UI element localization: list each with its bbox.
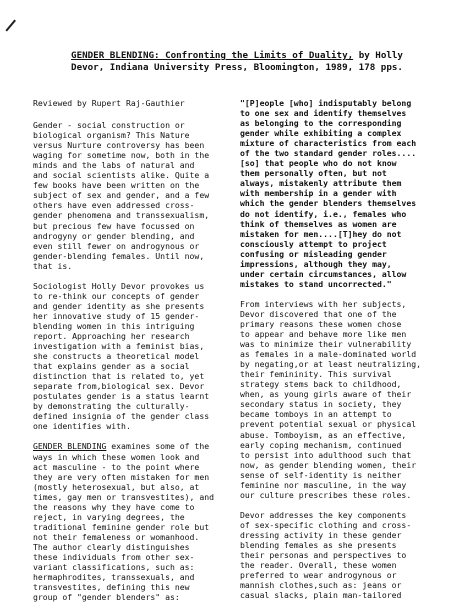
left-paragraph-2: Sociologist Holly Devor provokes us to re-think our concepts of gender and gender identity as she presents her innovative study of 15 gender- blending women in this intriguing report. Approaching her research investigation with a feminist bias, she constructs a theoretical model that explains gender as a social distinction that is related to, yet separate from,biological sex. Devor postulates gender is a status learnt by demonstrating the culturally- defined insignia of the gender class one identifies with.	[33, 280, 210, 432]
title-author-prefix: by Holly	[358, 50, 403, 61]
left-paragraph-3-text: examines some of the ways in which these women look and act masculine - to the point where they are very often mistaken for men (mostly heterosexual, but also, at times, gay men or transvestites), and the reasons why they have come to reject, in varying degrees, the traditional feminine gender role but not their femaleness or womanhood. The author clearly distinguishes these individuals from other sex- variant classifications, such as: hermaphrodites, transsexuals, and transvestites, defining this new group of "gender blenders" as:	[33, 441, 214, 603]
left-paragraph-3	[33, 441, 227, 602]
book-title: GENDER BLENDING: Confronting the Limits of Duality,	[71, 50, 354, 61]
corner-scan-mark	[5, 20, 15, 32]
left-paragraph-1: Gender - social construction or biological organism? This Nature versus Nurture controversy has been waging for sometime now, both in the minds and the labs of natural and and social scientists alike. Quite a few books have been written on the subject of sex and gender, and a few others have even addressed cross- gender phenomena and transsexualism, but precious few have focussed on androgyny or gender blending, and even still fewer on androgynous or gender-blending females. Until now, that is.	[33, 120, 210, 271]
review-title	[56, 50, 418, 73]
right-paragraph-3: Devor addresses the key components of sex-specific clothing and cross- dressing activity in these gender blending females as she presents their personas and perspectives to the reader. Overall, these women preferred to wear androgynous or mannish clothes,such as: jeans or casual slacks, plain man-tailored	[240, 509, 412, 601]
reviewer-byline: Reviewed by Rupert Raj-Gauthier	[33, 98, 185, 108]
title-publication-info: Devor, Indiana University Press, Bloomington, 1989, 178 pps.	[71, 61, 403, 73]
left-column	[33, 98, 227, 612]
right-column	[240, 98, 430, 610]
block-quote: "[P]eople [who] indisputably belong to one sex and identify themselves as belonging to the corresponding gender while exhibiting a complex mixture of characteristics from each of the two standard gender roles.... [so] that people who do not know them personally often, but not always, mistakenly attribute them with membership in a gender with which the gender blenders themselves do not identify, i.e., females who think of themselves as women are mistaken for men....[T]hey do not consciously attempt to project confusing or misleading gender impressions, although they may, under certain circumstances, allow mistakes to stand uncorrected."	[240, 98, 417, 289]
right-paragraph-2: From interviews with her subjects, Devor discovered that one of the primary reasons these women chose to appear and behave more like men was to minimize their vulnerability as females in a male-dominated world by negating,or at least neutralizing, their femininity. This survival strategy stems back to childhood, when, as young girls aware of their secondary status in society, they became tomboys in an attempt to prevent potential sexual or physical abuse. Tomboyism, as an effective, early coping mechanism, continued to persist into adulthood such that now, as gender blending women, their sense of self-identity is neither feminine nor masculine, in the way our culture prescribes these roles.	[240, 298, 421, 500]
book-title-reference: GENDER BLENDING	[33, 441, 107, 452]
